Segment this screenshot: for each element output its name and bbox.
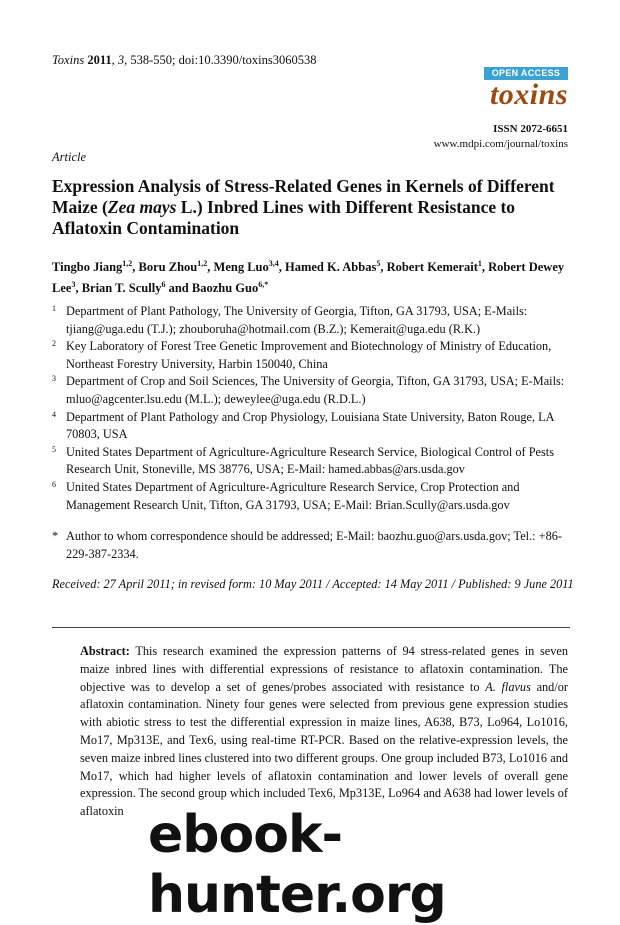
abstract-species: A. flavus xyxy=(485,679,531,694)
paper-title xyxy=(52,176,572,239)
author-affiliation-mark: 3,4 xyxy=(268,259,279,268)
author-name: Meng Luo xyxy=(213,260,269,275)
affiliation-list xyxy=(52,303,577,514)
correspondence-note xyxy=(52,528,577,563)
affiliation-text: Key Laboratory of Forest Tree Genetic Improvement and Biotechnology of Ministry of Education, Northeast Forestry University, Harbin 150040, China xyxy=(66,339,552,371)
affiliation-item xyxy=(52,444,577,479)
author-name: Robert Kemerait xyxy=(386,260,478,275)
author-name: Boru Zhou xyxy=(138,260,198,275)
affiliation-item xyxy=(52,338,577,373)
journal-citation: Toxins 2011, 3, 538-550; doi:10.3390/toxins3060538 xyxy=(52,53,317,67)
title-part2: L.) Inbred Lines with Different Resistance to Aflatoxin Contamination xyxy=(52,197,516,238)
issn: ISSN 2072-6651 xyxy=(493,123,568,135)
abstract-text-1: This research examined the expression patterns of 94 stress-related genes in seven maize inbred lines with differential expressions of resistance to aflatoxin contamination. The objective was to develop a set of genes/probes associated with resistance to xyxy=(80,644,568,694)
author-separator: , xyxy=(75,281,82,296)
affiliation-text: United States Department of Agriculture-Agriculture Research Service, Crop Protection and Management Research Unit, Tifton, GA 31793, USA; E-Mail: Brian.Scully@ars.usda.gov xyxy=(66,479,520,512)
author-affiliation-mark: 1 xyxy=(477,259,482,268)
affiliation-item xyxy=(52,303,577,338)
title-species: Zea mays xyxy=(107,197,177,217)
affiliation-number: 1 xyxy=(52,304,56,313)
affiliation-text: Department of Plant Pathology and Crop Physiology, Louisiana State University, Baton Rouge, LA 70803, USA xyxy=(66,409,554,442)
author-separator: , xyxy=(380,260,387,275)
title-part1: Expression Analysis of Stress-Related Genes in Kernels of Different Maize ( xyxy=(52,176,555,217)
author-affiliation-mark: 3 xyxy=(71,280,76,290)
journal-year: 2011 xyxy=(87,53,112,67)
author-affiliation-mark: 1,2 xyxy=(197,259,208,268)
affiliation-text: Department of Crop and Soil Sciences, The University of Georgia, Tifton, GA 31793, USA; E-Mails: mluo@agcenter.lsu.edu (M.L.); deweylee@uga.edu (R.D.L.) xyxy=(66,374,565,406)
publication-dates: Received: 27 April 2011; in revised form: 10 May 2011 / Accepted: 14 May 2011 / Published: 9 June 2011 xyxy=(52,577,574,591)
affiliation-item xyxy=(52,409,577,444)
affiliation-text: Department of Plant Pathology, The University of Georgia, Tifton, GA 31793, USA; E-Mails: tjiang@uga.edu (T.J.); zhouboruha@hotmail.com (B.Z.); Kemerait@uga.edu (R.K.) xyxy=(66,304,528,336)
author-name: Brian T. Scully xyxy=(81,281,162,296)
author-affiliation-mark: 6 xyxy=(161,280,166,290)
article-type: Article xyxy=(52,150,87,164)
author-affiliation-mark: 5 xyxy=(376,259,381,268)
abstract xyxy=(80,643,568,821)
abstract-text-2: and/or aflatoxin contamination. Ninety four genes were selected from previous gene expression studies with abiotic stress to test the differential expression in maize lines, A638, B73, Lo964, Lo1016, Mo17, Mp313E, and Tex6, using real-time RT-PCR. Based on the relative-expression levels, the seven maize inbred lines clustered into two different groups. One group included B73, Lo1016 and Mo17, which had higher levels of aflatoxin contamination and lower levels of overall gene expression. The second group which included Tex6, Mp313E, Lo964 and A638 had lower levels of aflatoxin xyxy=(80,679,568,819)
journal-volume: 3 xyxy=(117,53,125,67)
author-separator: and xyxy=(165,281,192,296)
journal-pages-doi: , 538-550; doi:10.3390/toxins3060538 xyxy=(124,53,317,67)
author-separator: , xyxy=(278,260,285,275)
author-separator: , xyxy=(481,260,489,275)
author-list xyxy=(52,255,572,297)
affiliation-number: 6 xyxy=(52,479,56,489)
journal-logo: toxins xyxy=(489,78,568,111)
author-name: Hamed K. Abbas xyxy=(284,260,377,275)
affiliation-number: 2 xyxy=(52,339,56,349)
correspondence-text: Author to whom correspondence should be addressed; E-Mail: baozhu.guo@ars.usda.gov; Tel.: +86-229-387-2334. xyxy=(66,529,562,561)
affiliation-item xyxy=(52,479,577,514)
affiliation-number: 4 xyxy=(52,409,56,419)
open-access-badge: OPEN ACCESS xyxy=(484,67,568,80)
journal-name: Toxins xyxy=(52,53,85,67)
author-affiliation-mark: 6,* xyxy=(258,280,269,290)
author-name: Baozhu Guo xyxy=(191,281,259,296)
section-divider xyxy=(52,627,570,628)
journal-url[interactable]: www.mdpi.com/journal/toxins xyxy=(433,138,568,150)
author-affiliation-mark: 1,2 xyxy=(122,259,133,268)
correspondence-star: * xyxy=(52,529,59,543)
author-separator: , xyxy=(207,260,214,275)
author-name: Robert Dewey Lee xyxy=(52,260,565,296)
abstract-label: Abstract: xyxy=(80,644,130,658)
affiliation-text: United States Department of Agriculture-Agriculture Research Service, Biological Control of Pests Research Unit, Stoneville, MS 38776, USA; E-Mail: hamed.abbas@ars.usda.gov xyxy=(66,444,554,477)
affiliation-item xyxy=(52,373,577,408)
watermark-text: ebook-hunter.org xyxy=(148,805,446,925)
author-separator: , xyxy=(132,260,139,275)
affiliation-number: 5 xyxy=(52,444,56,454)
author-name: Tingbo Jiang xyxy=(52,260,123,275)
affiliation-number: 3 xyxy=(52,374,56,384)
